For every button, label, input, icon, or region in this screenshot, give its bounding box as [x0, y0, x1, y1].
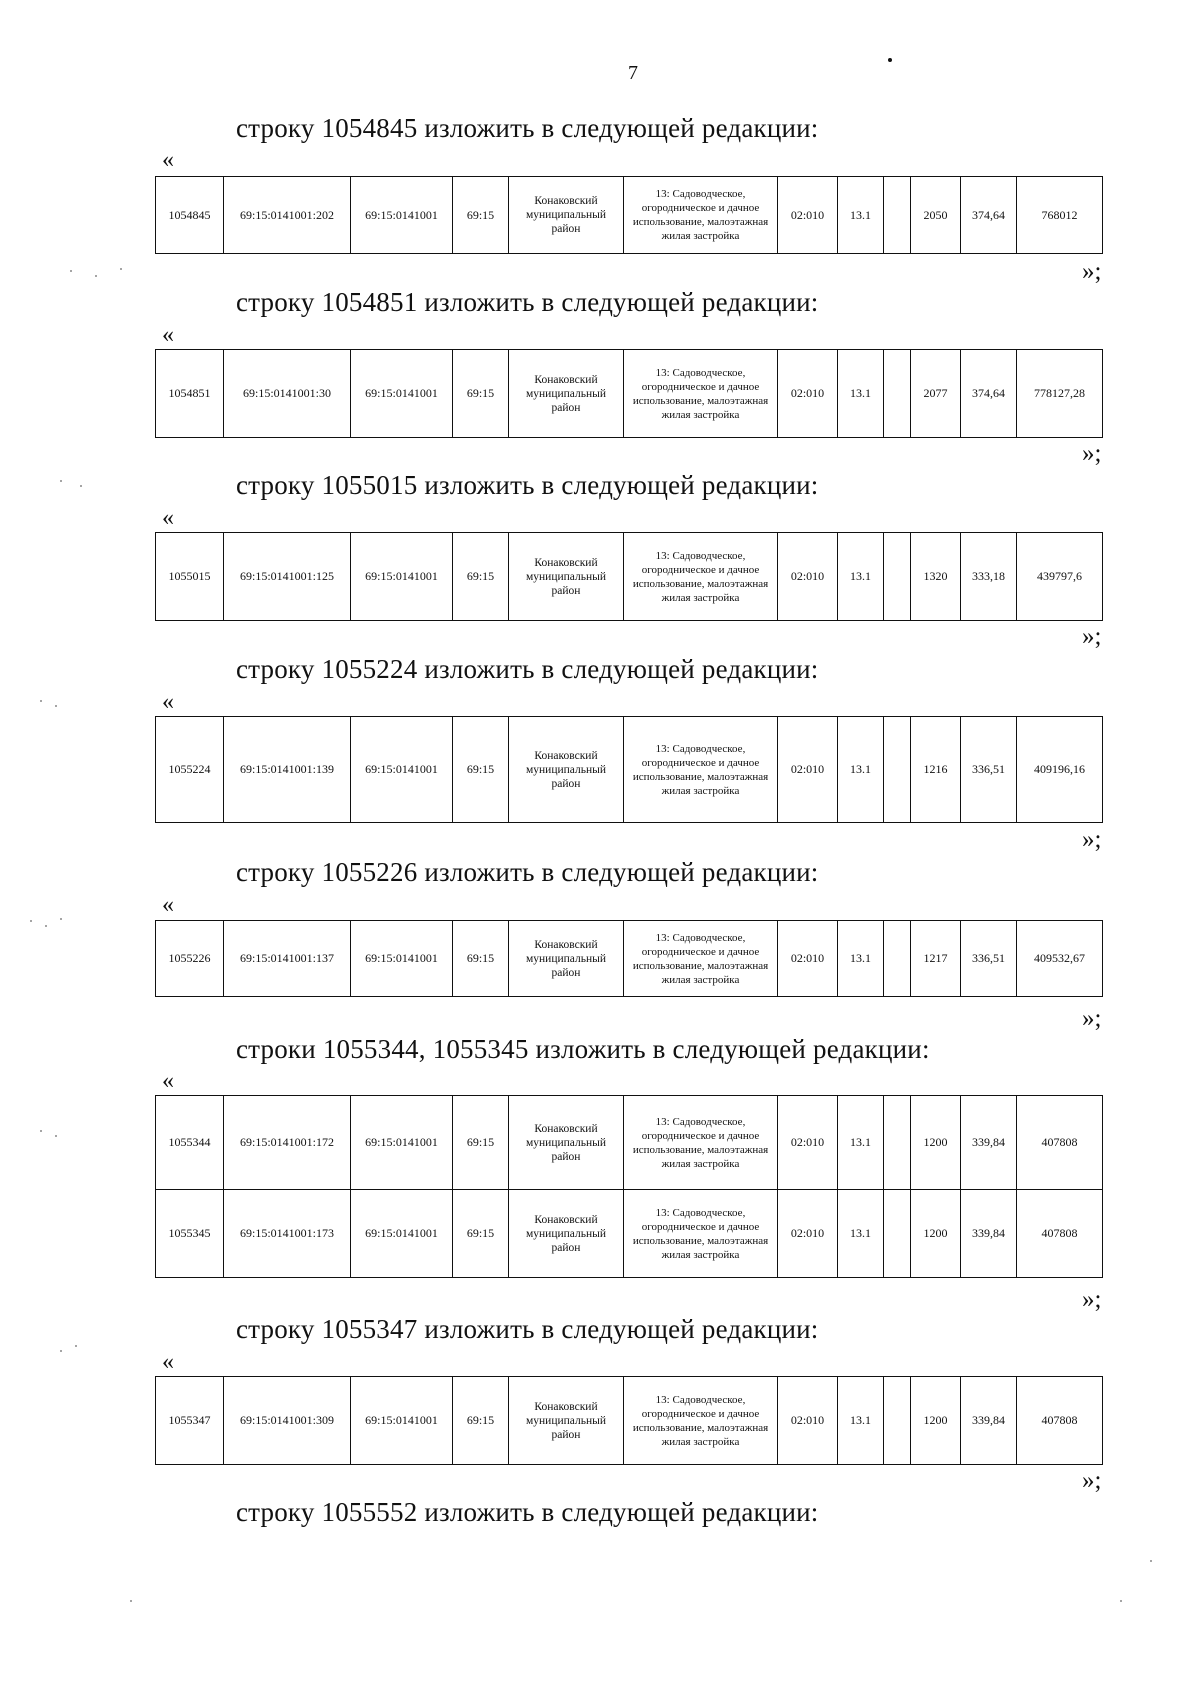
- land-use-group-cell: 13: Садоводческое, огородническое и дачное использование, малоэтажная жилая застройка: [624, 177, 778, 254]
- land-use-group-cell: 13: Садоводческое, огородническое и дачное использование, малоэтажная жилая застройка: [624, 1190, 778, 1278]
- cadastral-value-cell: 407808: [1017, 1377, 1103, 1465]
- scan-speck: [55, 1135, 57, 1137]
- cadastral-district-cell: 69:15: [453, 717, 509, 823]
- specific-value-cell: 339,84: [961, 1096, 1017, 1190]
- subgroup-cell: 13.1: [838, 533, 884, 621]
- amendment-section: [0, 287, 1200, 467]
- section-heading: строки 1055344, 1055345 изложить в следующей редакции:: [236, 1034, 930, 1064]
- municipality-cell: Конаковский муниципальный район: [509, 177, 624, 254]
- specific-value-cell: 339,84: [961, 1377, 1017, 1465]
- scan-speck: [120, 268, 122, 270]
- row-number-cell: 1055015: [156, 533, 224, 621]
- cadastral-value-cell: 439797,6: [1017, 533, 1103, 621]
- amendment-section: [0, 1314, 1200, 1494]
- opening-quote: «: [162, 1068, 174, 1094]
- land-use-group-cell: 13: Садоводческое, огородническое и дачное использование, малоэтажная жилая застройка: [624, 350, 778, 438]
- municipality-cell: Конаковский муниципальный район: [509, 1096, 624, 1190]
- section-heading: строку 1055015 изложить в следующей редакции:: [236, 470, 819, 500]
- table-row: [156, 921, 1103, 997]
- closing-quote: »;: [1082, 826, 1102, 853]
- specific-value-cell: 333,18: [961, 533, 1017, 621]
- cadastral-district-cell: 69:15: [453, 1190, 509, 1278]
- opening-quote: «: [162, 505, 174, 531]
- cadastral-number-cell: 69:15:0141001:139: [224, 717, 351, 823]
- cadastral-value-cell: 768012: [1017, 177, 1103, 254]
- municipality-cell: Конаковский муниципальный район: [509, 921, 624, 997]
- scan-speck: [70, 270, 72, 272]
- subgroup-cell: 13.1: [838, 921, 884, 997]
- cadastral-number-cell: 69:15:0141001:30: [224, 350, 351, 438]
- amendment-section: [0, 1034, 1200, 1313]
- closing-quote: »;: [1082, 440, 1102, 467]
- section-heading: строку 1055226 изложить в следующей редакции:: [236, 857, 819, 887]
- row-number-cell: 1055345: [156, 1190, 224, 1278]
- section-heading: строку 1054851 изложить в следующей редакции:: [236, 287, 819, 317]
- cadastral-district-cell: 69:15: [453, 1377, 509, 1465]
- cadastral-quarter-cell: 69:15:0141001: [351, 177, 453, 254]
- empty-cell: [884, 1190, 911, 1278]
- amendment-section: [0, 857, 1200, 1032]
- scan-speck: [130, 1600, 132, 1602]
- code-cell: 02:010: [778, 533, 838, 621]
- scan-speck: [60, 918, 62, 920]
- amendment-table: [155, 716, 1103, 823]
- land-use-group-cell: 13: Садоводческое, огородническое и дачное использование, малоэтажная жилая застройка: [624, 533, 778, 621]
- closing-quote: »;: [1082, 258, 1102, 285]
- scan-speck: [55, 705, 57, 707]
- scan-artifact-dot: [888, 58, 892, 62]
- row-number-cell: 1055224: [156, 717, 224, 823]
- specific-value-cell: 374,64: [961, 177, 1017, 254]
- subgroup-cell: 13.1: [838, 1190, 884, 1278]
- cadastral-district-cell: 69:15: [453, 1096, 509, 1190]
- scan-speck: [45, 925, 47, 927]
- code-cell: 02:010: [778, 350, 838, 438]
- land-use-group-cell: 13: Садоводческое, огородническое и дачное использование, малоэтажная жилая застройка: [624, 921, 778, 997]
- scan-speck: [80, 485, 82, 487]
- closing-quote: »;: [1082, 623, 1102, 650]
- cadastral-quarter-cell: 69:15:0141001: [351, 350, 453, 438]
- area-cell: 2050: [911, 177, 961, 254]
- area-cell: 2077: [911, 350, 961, 438]
- cadastral-quarter-cell: 69:15:0141001: [351, 533, 453, 621]
- amendment-section: [0, 113, 1200, 285]
- specific-value-cell: 339,84: [961, 1190, 1017, 1278]
- cadastral-number-cell: 69:15:0141001:202: [224, 177, 351, 254]
- subgroup-cell: 13.1: [838, 350, 884, 438]
- area-cell: 1200: [911, 1377, 961, 1465]
- section-heading: строку 1054845 изложить в следующей редакции:: [236, 113, 819, 143]
- cadastral-number-cell: 69:15:0141001:309: [224, 1377, 351, 1465]
- row-number-cell: 1054845: [156, 177, 224, 254]
- area-cell: 1216: [911, 717, 961, 823]
- amendment-table: [155, 349, 1103, 438]
- subgroup-cell: 13.1: [838, 177, 884, 254]
- cadastral-value-cell: 778127,28: [1017, 350, 1103, 438]
- scan-speck: [40, 1130, 42, 1132]
- cadastral-district-cell: 69:15: [453, 177, 509, 254]
- opening-quote: «: [162, 322, 174, 348]
- subgroup-cell: 13.1: [838, 717, 884, 823]
- table-row: [156, 717, 1103, 823]
- municipality-cell: Конаковский муниципальный район: [509, 717, 624, 823]
- table-row: [156, 1190, 1103, 1278]
- opening-quote: «: [162, 147, 174, 173]
- opening-quote: «: [162, 892, 174, 918]
- section-heading: строку 1055224 изложить в следующей редакции:: [236, 654, 819, 684]
- area-cell: 1320: [911, 533, 961, 621]
- specific-value-cell: 374,64: [961, 350, 1017, 438]
- cadastral-quarter-cell: 69:15:0141001: [351, 1377, 453, 1465]
- opening-quote: «: [162, 1349, 174, 1375]
- empty-cell: [884, 1096, 911, 1190]
- code-cell: 02:010: [778, 177, 838, 254]
- cadastral-value-cell: 409532,67: [1017, 921, 1103, 997]
- code-cell: 02:010: [778, 1190, 838, 1278]
- empty-cell: [884, 717, 911, 823]
- closing-quote: »;: [1082, 1005, 1102, 1032]
- scan-speck: [95, 275, 97, 277]
- amendment-table: [155, 176, 1103, 254]
- code-cell: 02:010: [778, 921, 838, 997]
- cadastral-quarter-cell: 69:15:0141001: [351, 921, 453, 997]
- land-use-group-cell: 13: Садоводческое, огородническое и дачное использование, малоэтажная жилая застройка: [624, 1377, 778, 1465]
- closing-quote: »;: [1082, 1467, 1102, 1494]
- cadastral-quarter-cell: 69:15:0141001: [351, 1096, 453, 1190]
- area-cell: 1200: [911, 1190, 961, 1278]
- specific-value-cell: 336,51: [961, 717, 1017, 823]
- area-cell: 1217: [911, 921, 961, 997]
- cadastral-district-cell: 69:15: [453, 350, 509, 438]
- cadastral-district-cell: 69:15: [453, 533, 509, 621]
- table-row: [156, 177, 1103, 254]
- amendment-table: [155, 1376, 1103, 1465]
- table-row: [156, 533, 1103, 621]
- row-number-cell: 1055226: [156, 921, 224, 997]
- amendment-table: [155, 1095, 1103, 1278]
- scan-speck: [1120, 1600, 1122, 1602]
- scan-speck: [60, 480, 62, 482]
- cadastral-number-cell: 69:15:0141001:173: [224, 1190, 351, 1278]
- subgroup-cell: 13.1: [838, 1377, 884, 1465]
- amendment-table: [155, 532, 1103, 621]
- scan-speck: [1150, 1560, 1152, 1562]
- row-number-cell: 1055347: [156, 1377, 224, 1465]
- scan-speck: [60, 1350, 62, 1352]
- scan-speck: [40, 700, 42, 702]
- cadastral-number-cell: 69:15:0141001:137: [224, 921, 351, 997]
- cadastral-value-cell: 407808: [1017, 1190, 1103, 1278]
- land-use-group-cell: 13: Садоводческое, огородническое и дачное использование, малоэтажная жилая застройка: [624, 717, 778, 823]
- amendment-section: [0, 654, 1200, 853]
- section-heading: строку 1055347 изложить в следующей редакции:: [236, 1314, 819, 1344]
- scan-speck: [75, 1345, 77, 1347]
- area-cell: 1200: [911, 1096, 961, 1190]
- row-number-cell: 1055344: [156, 1096, 224, 1190]
- cadastral-quarter-cell: 69:15:0141001: [351, 717, 453, 823]
- amendment-section: [0, 470, 1200, 650]
- land-use-group-cell: 13: Садоводческое, огородническое и дачное использование, малоэтажная жилая застройка: [624, 1096, 778, 1190]
- table-row: [156, 350, 1103, 438]
- cadastral-value-cell: 407808: [1017, 1096, 1103, 1190]
- amendment-table: [155, 920, 1103, 997]
- specific-value-cell: 336,51: [961, 921, 1017, 997]
- page-number: 7: [628, 62, 638, 84]
- municipality-cell: Конаковский муниципальный район: [509, 1190, 624, 1278]
- empty-cell: [884, 350, 911, 438]
- opening-quote: «: [162, 689, 174, 715]
- empty-cell: [884, 533, 911, 621]
- municipality-cell: Конаковский муниципальный район: [509, 533, 624, 621]
- closing-quote: »;: [1082, 1286, 1102, 1313]
- code-cell: 02:010: [778, 1377, 838, 1465]
- cadastral-number-cell: 69:15:0141001:172: [224, 1096, 351, 1190]
- municipality-cell: Конаковский муниципальный район: [509, 350, 624, 438]
- cadastral-value-cell: 409196,16: [1017, 717, 1103, 823]
- table-row: [156, 1377, 1103, 1465]
- table-row: [156, 1096, 1103, 1190]
- code-cell: 02:010: [778, 1096, 838, 1190]
- municipality-cell: Конаковский муниципальный район: [509, 1377, 624, 1465]
- empty-cell: [884, 177, 911, 254]
- cadastral-district-cell: 69:15: [453, 921, 509, 997]
- code-cell: 02:010: [778, 717, 838, 823]
- row-number-cell: 1054851: [156, 350, 224, 438]
- amendment-section: [0, 1497, 1200, 1527]
- section-heading: строку 1055552 изложить в следующей редакции:: [236, 1497, 819, 1527]
- subgroup-cell: 13.1: [838, 1096, 884, 1190]
- empty-cell: [884, 1377, 911, 1465]
- cadastral-quarter-cell: 69:15:0141001: [351, 1190, 453, 1278]
- empty-cell: [884, 921, 911, 997]
- scan-speck: [30, 920, 32, 922]
- cadastral-number-cell: 69:15:0141001:125: [224, 533, 351, 621]
